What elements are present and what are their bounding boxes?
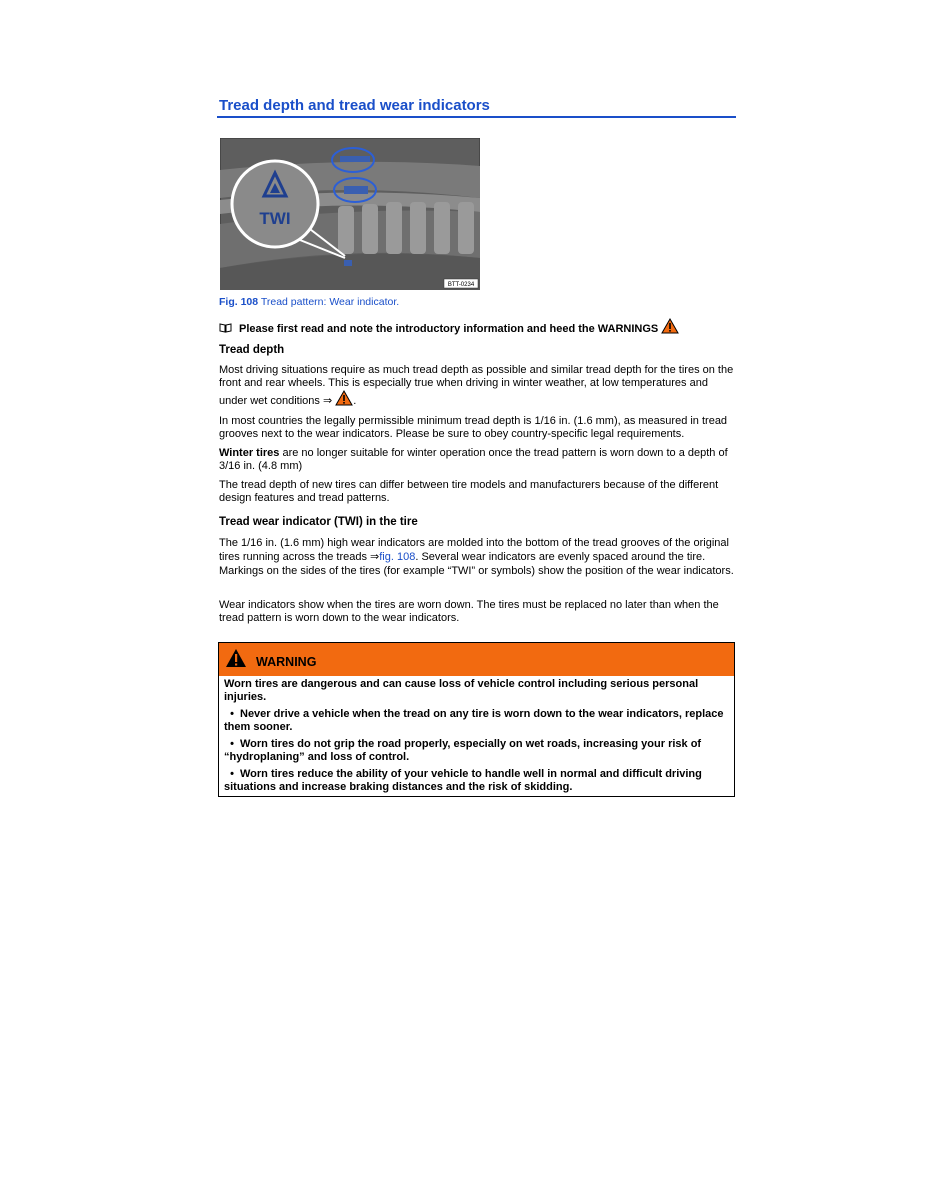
tire-tread-figure xyxy=(220,138,480,290)
paragraph-twi-1 xyxy=(219,536,737,578)
warning-triangle-icon xyxy=(225,648,247,673)
warning-bullet-text: Worn tires reduce the ability of your vehicle to handle well in normal and difficult driving situations and increase braking distances and the risk of skidding. xyxy=(224,768,702,793)
intro-text: Please first read and note the introductory information and heed the WARNINGS xyxy=(239,323,659,335)
page-title: Tread depth and tread wear indicators xyxy=(219,97,490,114)
warning-header xyxy=(219,643,734,676)
paragraph-tread-depth-1 xyxy=(219,364,737,410)
warning-lead: Worn tires are dangerous and can cause loss of vehicle control including serious personal injuries. xyxy=(224,678,699,703)
warning-box xyxy=(218,642,735,797)
paragraph-twi-2: Wear indicators show when the tires are worn down. The tires must be replaced no later than when the tread pattern is worn down to the wear indicators. xyxy=(219,599,719,624)
warning-triangle-icon[interactable] xyxy=(335,390,353,410)
paragraph-winter-tires xyxy=(219,447,737,473)
warning-bullet xyxy=(224,708,729,734)
paragraph-text: are no longer suitable for winter operation once the tread pattern is worn down to a depth of 3/16 in. (4.8 mm) xyxy=(219,447,728,472)
intro-note xyxy=(219,318,739,337)
paragraph-text: The 1/16 in. (1.6 mm) high wear indicators are molded into the bottom of the tread grooves of the original tires running across the treads ⇒ xyxy=(219,537,729,563)
warning-bullet-text: Worn tires do not grip the road properly, especially on wet roads, increasing your risk of “hydroplaning” and loss of control. xyxy=(224,738,702,763)
figure-code: BTT-0234 xyxy=(447,282,475,288)
bullet-icon: • xyxy=(230,768,234,780)
section-heading-twi: Tread wear indicator (TWI) in the tire xyxy=(219,516,418,528)
paragraph-text: . Several wear indicators are evenly spaced around the tire. Markings on the sides of the tires (for example “TWI” or symbols) show the position of the wear indicators. xyxy=(219,551,734,577)
title-divider xyxy=(217,116,736,118)
warning-bullet-text: Never drive a vehicle when the tread on any tire is worn down to the wear indicators, replace them sooner. xyxy=(224,708,724,733)
paragraph-end: . xyxy=(353,395,357,407)
figure-number: Fig. 108 xyxy=(219,296,259,308)
figure-link[interactable]: fig. 108 xyxy=(379,551,416,563)
warning-body xyxy=(219,676,734,794)
paragraph-tread-depth-4: The tread depth of new tires can differ between tire models and manufacturers because of the different design features and tread patterns. xyxy=(219,479,719,504)
bullet-icon: • xyxy=(230,708,234,720)
warning-triangle-icon xyxy=(661,318,679,337)
bullet-icon: • xyxy=(230,738,234,750)
figure-caption xyxy=(219,296,399,308)
section-heading-tread-depth: Tread depth xyxy=(219,344,285,356)
tread-illustration xyxy=(220,138,480,290)
figure-caption-text: Tread pattern: Wear indicator. xyxy=(260,296,400,308)
twi-callout-label: TWI xyxy=(259,209,291,228)
warning-label: WARNING xyxy=(256,655,317,669)
paragraph-tread-depth-2: In most countries the legally permissible minimum tread depth is 1/16 in. (1.6 mm), as measured in tread grooves next to the wear indicators. Please be sure to obey country-specific legal requirements. xyxy=(219,415,728,440)
warning-bullet xyxy=(224,738,729,764)
book-icon xyxy=(219,323,233,336)
winter-tires-term: Winter tires xyxy=(219,447,280,459)
paragraph-text: Most driving situations require as much tread depth as possible and similar tread depth for the tires on the front and rear wheels. This is especially true when driving in winter weather, at low temperatures and under wet conditions ⇒ xyxy=(219,364,734,407)
warning-bullet xyxy=(224,768,729,794)
